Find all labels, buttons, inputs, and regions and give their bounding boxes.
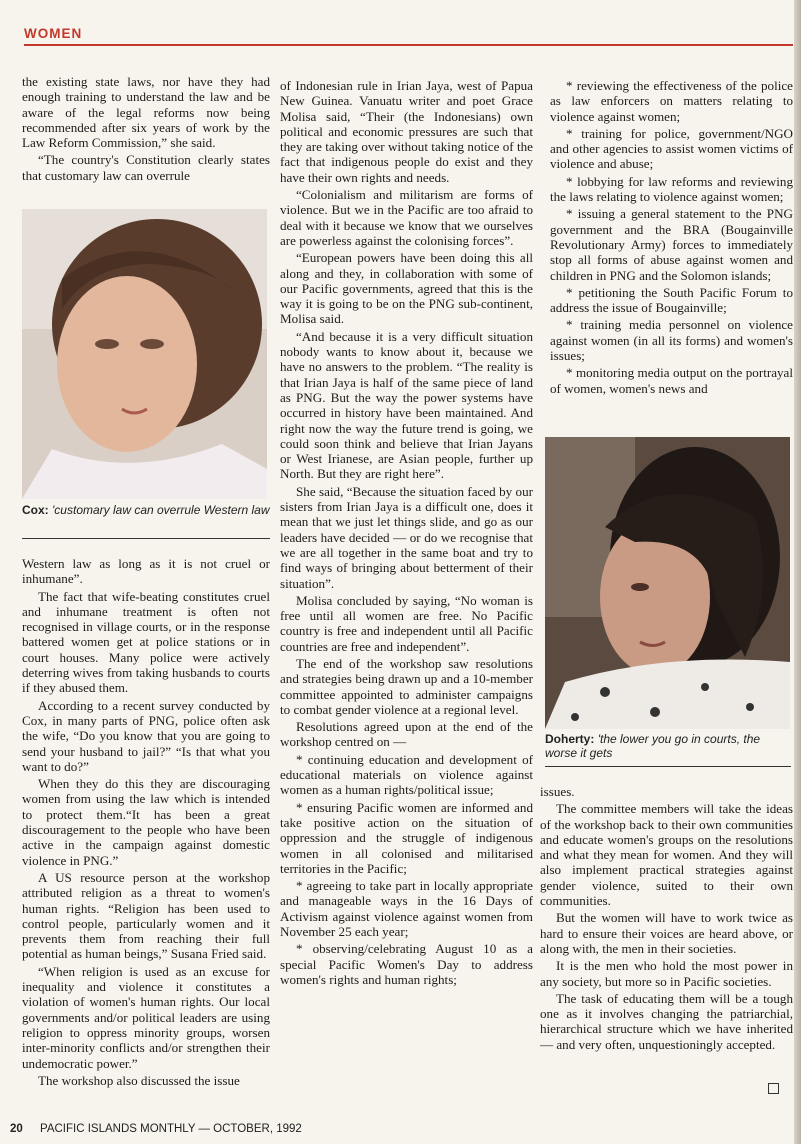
resolution-item: * petitioning the South Pacific Forum to address the issue of Bougainville; [550, 284, 793, 316]
paragraph: When they do this they are discouraging women from using the law which is intended to protect them.“It has been a great discouragement to the people who have been active in the campaign against domestic violence in PNG.” [22, 776, 270, 868]
paragraph: She said, “Because the situation faced by our sisters from Irian Jaya is a difficult one, does it mean that we just let things slide, and go as our leaders have decided — or do we recognise that we are all together in the same boat and try to find ways of bringing about betterment of their situation”. [280, 483, 533, 591]
page-footer [10, 1123, 302, 1135]
cox-caption-text: 'customary law can overrule Western law [52, 503, 270, 517]
resolution-item: * agreeing to take part in locally appropriate and manageable ways in the 16 Days of Activism against violence against women from November 25 each year; [280, 878, 533, 940]
end-of-article-mark [768, 1083, 779, 1094]
caption-rule [22, 538, 270, 539]
paragraph: “Colonialism and militarism are forms of violence. But we in the Pacific are too afraid to deal with it because we know that we ourselves are powerless against the colonising forces”. [280, 187, 533, 248]
paragraph: The workshop also discussed the issue [38, 1072, 240, 1088]
paragraph: issues. [540, 784, 575, 799]
page-edge-shadow [794, 0, 801, 1144]
resolution-item: * lobbying for law reforms and reviewing the laws relating to violence against women; [550, 173, 793, 205]
resolution-item: * reviewing the effectiveness of the police as law enforcers on matters relating to violence against women; [550, 78, 793, 124]
publication-line: PACIFIC ISLANDS MONTHLY — OCTOBER, 1992 [40, 1123, 302, 1135]
paragraph: Molisa concluded by saying, “No woman is free until all women are free. No Pacific country is free and independent until all Pacific countries are free and independent”. [280, 592, 533, 654]
cox-caption [22, 503, 270, 517]
paragraph: “And because it is a very difficult situation nobody wants to know about it, because we have no answers to the problem. “The reality is that Irian Jaya is half of the same piece of land as PNG. But the way the power systems have occurred in history have been maintained. And right now the way the future trend is going, we could soon think and believe that Irian Jayans or West Irianese, are Asian people, further up North. But they are right here”. [280, 328, 533, 482]
column-3-top [550, 78, 793, 398]
paragraph: “European powers have been doing this all along and they, in collaboration with some of our Pacific governments, agreed that this is the way it is going to be on the PNG sub-continent, Molisa said. [280, 250, 533, 327]
paragraph: According to a recent survey conducted by Cox, in many parts of PNG, police often ask the wife, “Do you know that you are going to send your husband to jail?” “Is that what you want to do?” [22, 697, 270, 774]
page-number: 20 [10, 1123, 23, 1135]
column-3-bottom [540, 784, 793, 1054]
doherty-caption-name: Doherty: [545, 732, 595, 746]
paragraph: The task of educating them will be a tough one as it involves changing the patriarchial, hierarchical structure which we have inherited — and very often, unquestioningly accepted. [540, 990, 793, 1052]
paragraph: Western law as long as it is not cruel or inhumane”. [22, 556, 270, 587]
resolution-item: * monitoring media output on the portrayal of women, women's news and [550, 365, 793, 396]
column-2 [280, 78, 533, 989]
paragraph: the existing state laws, nor have they had enough training to understand the law and be aware of the legal reforms now being recommended after six years of work by the Law Reform Commission,” she said. [22, 74, 270, 151]
section-header: WOMEN [24, 26, 83, 41]
resolution-item: * observing/celebrating August 10 as a special Pacific Women's Day to address women's rights and human rights; [280, 941, 533, 987]
column-1-top [22, 74, 270, 185]
resolution-item: * training media personnel on violence against women (in all its forms) and women's issues; [550, 317, 793, 364]
cox-caption-name: Cox: [22, 503, 49, 517]
paragraph: of Indonesian rule in Irian Jaya, west of Papua New Guinea. Vanuatu writer and poet Grace Molisa said, “Their (the Indonesians) own political and economic pressures are such that they are taking over without taking notice of the fact that indigenous people do exist and they have their own rights and needs. [280, 78, 533, 185]
paragraph: A US resource person at the workshop attributed religion as a threat to women's human rights. “Religion has been used to control people, particularly women and it prevents them from reaching their full potential as human beings,” Susana Fried said. [22, 869, 270, 962]
column-1-bottom [22, 556, 270, 1090]
paragraph: It is the men who hold the most power in any society, but more so in Pacific societies. [540, 958, 793, 989]
paragraph: “When religion is used as an excuse for inequality and violence it constitutes a violation of women's human rights. Our local governments and/or political leaders are using religion to oppress minority groups, worsen inter-minority conflicts and/or strengthen their undemocratic power.” [22, 963, 270, 1071]
doherty-photo [545, 437, 790, 729]
resolution-item: * continuing education and development of educational materials on violence against women as a human rights/political issue; [280, 751, 533, 798]
doherty-caption-text: 'the lower you go in courts, the worse it gets [545, 732, 761, 760]
paragraph: But the women will have to work twice as hard to ensure their voices are heard above, or along with, the men in their societies. [540, 910, 793, 956]
resolution-item: * training for police, government/NGO and other agencies to assist women victims of violence and abuse; [550, 125, 793, 172]
caption-rule [545, 766, 791, 767]
paragraph: Resolutions agreed upon at the end of the workshop centred on — [280, 719, 533, 750]
doherty-caption [545, 732, 793, 760]
header-rule [24, 44, 793, 46]
resolution-item: * ensuring Pacific women are informed and take positive action on the situation of oppression and the struggle of indigenous women in all colonised and militarised territories in the Pacific; [280, 799, 533, 876]
cox-portrait-image [22, 209, 267, 499]
cox-photo [22, 209, 267, 499]
doherty-portrait-image [545, 437, 790, 729]
paragraph: “The country's Constitution clearly states that customary law can overrule [22, 152, 270, 183]
paragraph: The end of the workshop saw resolutions and strategies being drawn up and a 10-member committee appointed to administer campaigns to combat gender violence at a regional level. [280, 655, 533, 717]
paragraph: The committee members will take the ideas of the workshop back to their own communities and educate women's groups on the resolutions and what they mean for women. And they will also implement practical strategies against gender violence, suited to their own communities. [540, 801, 793, 909]
resolution-item: * issuing a general statement to the PNG government and the BRA (Bougainville Revolutionary Army) forces to immediately stop all forms of abuse against women and children in PNG and the Solomon islands; [550, 206, 793, 283]
paragraph: The fact that wife-beating constitutes cruel and inhumane treatment is often not recognised in village courts, or in the response battered women get at police stations or in court houses. Many police were actively deterring wives from taking husbands to courts if they abused them. [22, 588, 270, 696]
